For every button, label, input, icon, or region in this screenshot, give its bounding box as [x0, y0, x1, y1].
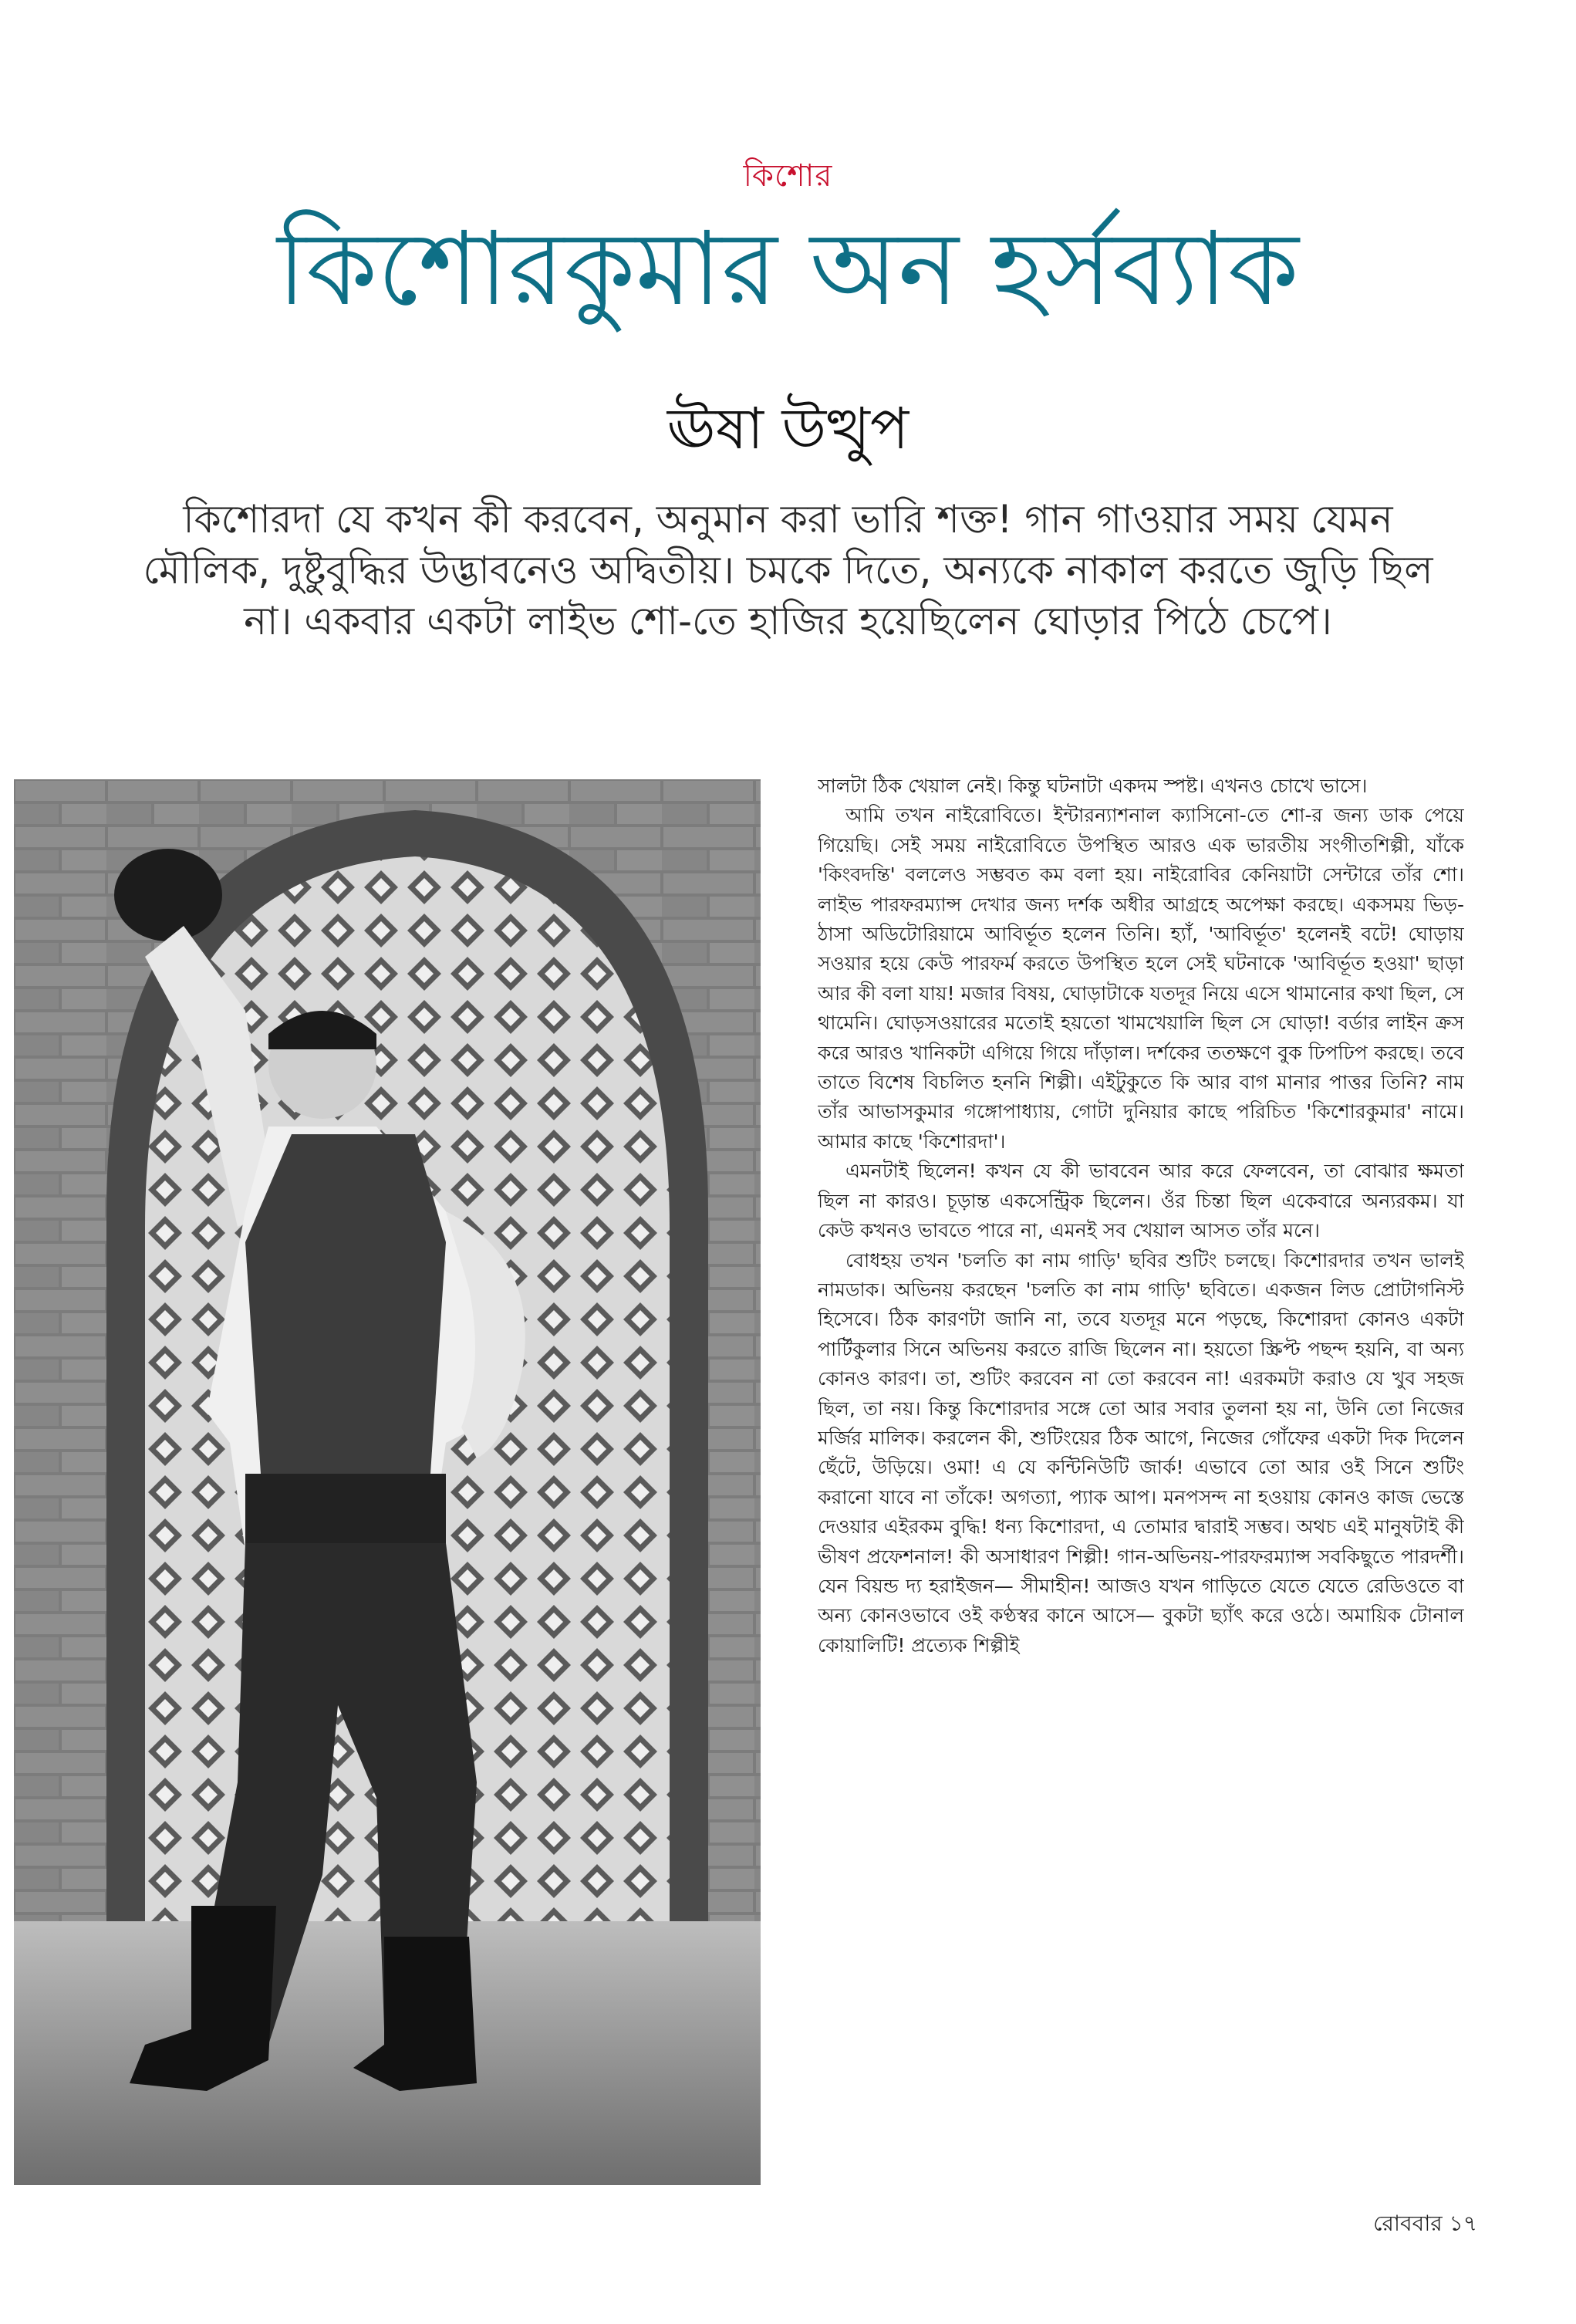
- section-kicker: কিশোর: [743, 158, 833, 194]
- body-paragraph: এমনটাই ছিলেন! কখন যে কী ভাববেন আর করে ফেলবেন, তা বোঝার ক্ষমতা ছিল না কারও। চূড়ান্ত একসেন্ট্রিক ছিলেন। ওঁর চিন্তা ছিল একেবারে অন্যরকম। যা কেউ কখনও ভাবতে পারে না, এমনই সব খেয়াল আসত তাঁর মনে।: [818, 1160, 1464, 1242]
- body-paragraph: আমি তখন নাইরোবিতে। ইন্টারন্যাশনাল ক্যাসিনো-তে শো-র জন্য ডাক পেয়ে গিয়েছি। সেই সময় নাইরোবিতে উপস্থিত আরও এক ভারতীয় সংগীতশিল্পী, যাঁকে 'কিংবদন্তি' বললেও সম্ভবত কম বলা হয়। নাইরোবির কেনিয়াটা সেন্টারে তাঁর শো। লাইভ পারফরম্যান্স দেখার জন্য দর্শক অধীর আগ্রহে অপেক্ষা করছে। একসময় ভিড়-ঠাসা অডিটোরিয়ামে আবির্ভূত হলেন তিনি। হ্যাঁ, 'আবির্ভূত' হলেনই বটে! ঘোড়ায় সওয়ার হয়ে কেউ পারফর্ম করতে উপস্থিত হলে সেই ঘটনাকে 'আবির্ভূত হওয়া' ছাড়া আর কী বলা যায়! মজার বিষয়, ঘোড়াটাকে যতদূর নিয়ে এসে থামানোর কথা ছিল, সে থামেনি। ঘোড়সওয়ারের মতোই হয়তো খামখেয়ালি ছিল সে ঘোড়া! বর্ডার লাইন ক্রস করে আরও খানিকটা এগিয়ে গিয়ে দাঁড়াল। দর্শকের ততক্ষণে বুক ঢিপঢিপ করছে। তবে তাতে বিশেষ বিচলিত হননি শিল্পী। এইটুকুতে কি আর বাগ মানার পাত্তর তিনি? নাম তাঁর আভাসকুমার গঙ্গোপাধ্যায়, গোটা দুনিয়ার কাছে পরিচিত 'কিশোরকুমার' নামে। আমার কাছে 'কিশোরদা'।: [818, 804, 1464, 1153]
- article-standfirst: কিশোরদা যে কখন কী করবেন, অনুমান করা ভারি শক্ত! গান গাওয়ার সময় যেমন মৌলিক, দুষ্টুবুদ্ধির উদ্ভাবনেও অদ্বিতীয়। চমকে দিতে, অন্যকে নাকাল করতে জুড়ি ছিল না। একবার একটা লাইভ শো-তে হাজির হয়েছিলেন ঘোড়ার পিঠে চেপে।: [143, 497, 1433, 643]
- article-byline: ঊষা উত্থুপ: [667, 396, 909, 462]
- body-paragraph: বোধহয় তখন 'চলতি কা নাম গাড়ি' ছবির শুটিং চলছে। কিশোরদার তখন ভালই নামডাক। অভিনয় করছেন 'চলতি কা নাম গাড়ি' ছবিতে। একজন লিড প্রোটাগনিস্ট হিসেবে। ঠিক কারণটা জানি না, তবে যতদূর মনে পড়ছে, কিশোরদা কোনও একটা পার্টিকুলার সিনে অভিনয় করতে রাজি ছিলেন না। হয়তো স্ক্রিপ্ট পছন্দ হয়নি, বা অন্য কোনও কারণ। তা, শুটিং করবেন না তো করবেন না! এরকমটা করাও যে খুব সহজ ছিল, তা নয়। কিন্তু কিশোরদার সঙ্গে তো আর সবার তুলনা হয় না, উনি তো নিজের মর্জির মালিক। করলেন কী, শুটিংয়ের ঠিক আগে, নিজের গোঁফের একটা দিক দিলেন ছেঁটে, উড়িয়ে। ওমা! এ যে কন্টিনিউটি জার্ক! এভাবে তো আর ওই সিনে শুটিং করানো যাবে না তাঁকে! অগত্যা, প্যাক আপ। মনপসন্দ না হওয়ায় কোনও কাজ ভেস্তে দেওয়ার এইরকম বুদ্ধি! ধন্য কিশোরদা, এ তোমার দ্বারাই সম্ভব। অথচ এই মানুষটাই কী ভীষণ প্রফেশনাল! কী অসাধারণ শিল্পী! গান-অভিনয়-পারফরম্যান্স সবকিছুতে পারদর্শী। যেন বিয়ন্ড দ্য হরাইজন— সীমাহীন! আজও যখন গাড়িতে যেতে যেতে রেডিওতে বা অন্য কোনওভাবে ওই কণ্ঠস্বর কানে আসে— বুকটা ছ্যাঁৎ করে ওঠে। অমায়িক টোনাল কোয়ালিটি! প্রত্যেক শিল্পীই: [818, 1248, 1464, 1657]
- body-paragraph: সালটা ঠিক খেয়াল নেই। কিন্তু ঘটনাটা একদম স্পষ্ট। এখনও চোখে ভাসে।: [818, 775, 1368, 797]
- page-folio: রোববার ১৭: [1373, 2211, 1477, 2236]
- article-photo: [14, 779, 761, 2185]
- article-body: [818, 772, 1464, 2191]
- photo-illustration: [14, 779, 761, 2185]
- article-title: কিশোরকুমার অন হর্সব্যাক: [277, 210, 1299, 329]
